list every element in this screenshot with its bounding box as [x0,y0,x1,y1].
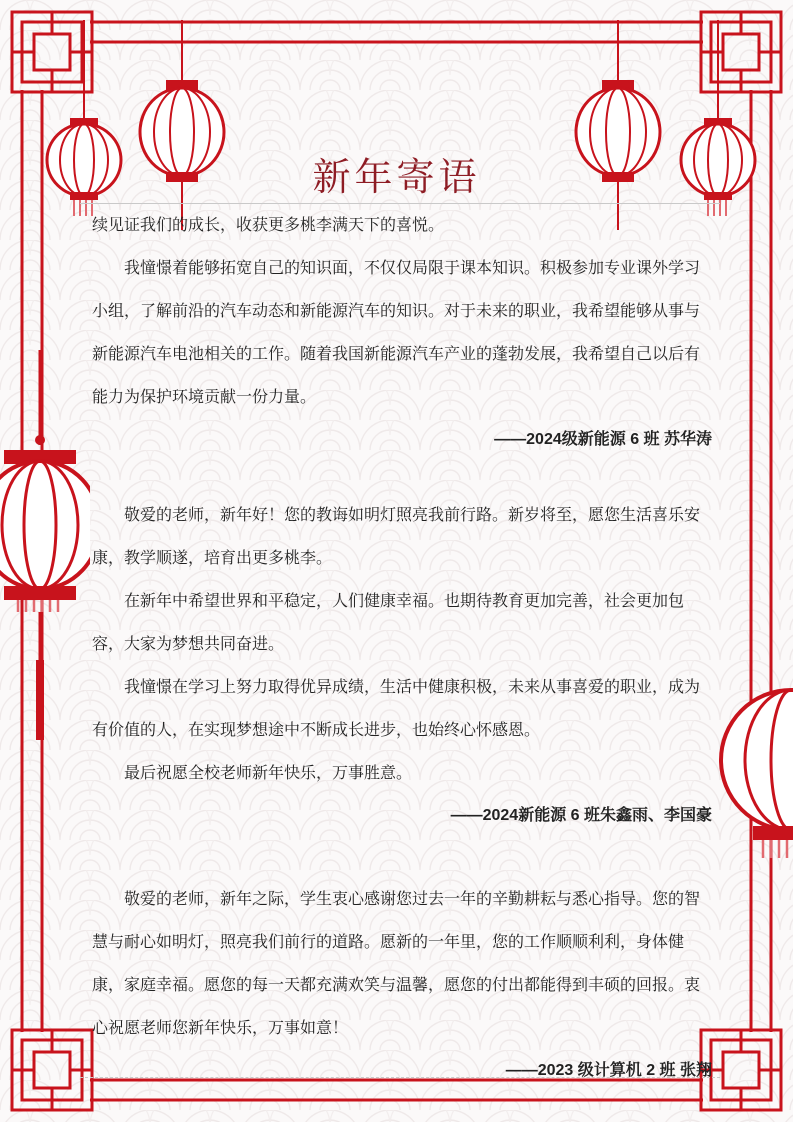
paragraph: 我憧憬着能够拓宽自己的知识面，不仅仅局限于课本知识。积极参加专业课外学习小组，了解前沿的汽车动态和新能源汽车的知识。对于未来的职业，我希望能够从事与新能源汽车电池相关的工作。随着我国新能源汽车产业的蓬勃发展，我希望自己以后有能力为保护环境贡献一份力量。 [92,258,701,406]
paragraph: 敬爱的老师，新年之际，学生衷心感谢您过去一年的辛勤耕耘与悉心指导。您的智慧与耐心如明灯，照亮我们前行的道路。愿新的一年里，您的工作顺顺利利，身体健康，家庭幸福。愿您的每一天都充满欢笑与温馨，愿您的付出都能得到丰硕的回报。衷心祝愿老师您新年快乐，万事如意！ [92,889,701,1037]
paragraph: 敬爱的老师，新年好！您的教诲如明灯照亮我前行路。新岁将至，愿您生活喜乐安康，教学顺遂，培育出更多桃李。 [92,505,701,567]
footer-divider [80,1077,720,1078]
signature: ——2024新能源 6 班朱鑫雨、李国豪 [450,807,712,824]
lantern-icon [0,350,90,750]
signature: ——2023 级计算机 2 班 张翔 [505,1062,712,1079]
spacer [92,461,712,493]
signature: ——2024级新能源 6 班 苏华涛 [494,431,712,448]
lantern-icon [713,680,793,880]
paragraph: 最后祝愿全校老师新年快乐，万事胜意。 [124,763,413,782]
letter-content [92,203,712,1092]
spacer [92,837,712,877]
page-title: 新年寄语 [312,155,481,199]
paragraph: 在新年中希望世界和平稳定，人们健康幸福。也期待教育更加完善，社会更加包容，大家为梦想共同奋进。 [92,591,685,653]
paragraph: 续见证我们的成长，收获更多桃李满天下的喜悦。 [92,215,445,234]
paragraph: 我憧憬在学习上努力取得优异成绩，生活中健康积极，未来从事喜爱的职业，成为有价值的人，在实现梦想途中不断成长进步，也始终心怀感恩。 [92,677,701,739]
